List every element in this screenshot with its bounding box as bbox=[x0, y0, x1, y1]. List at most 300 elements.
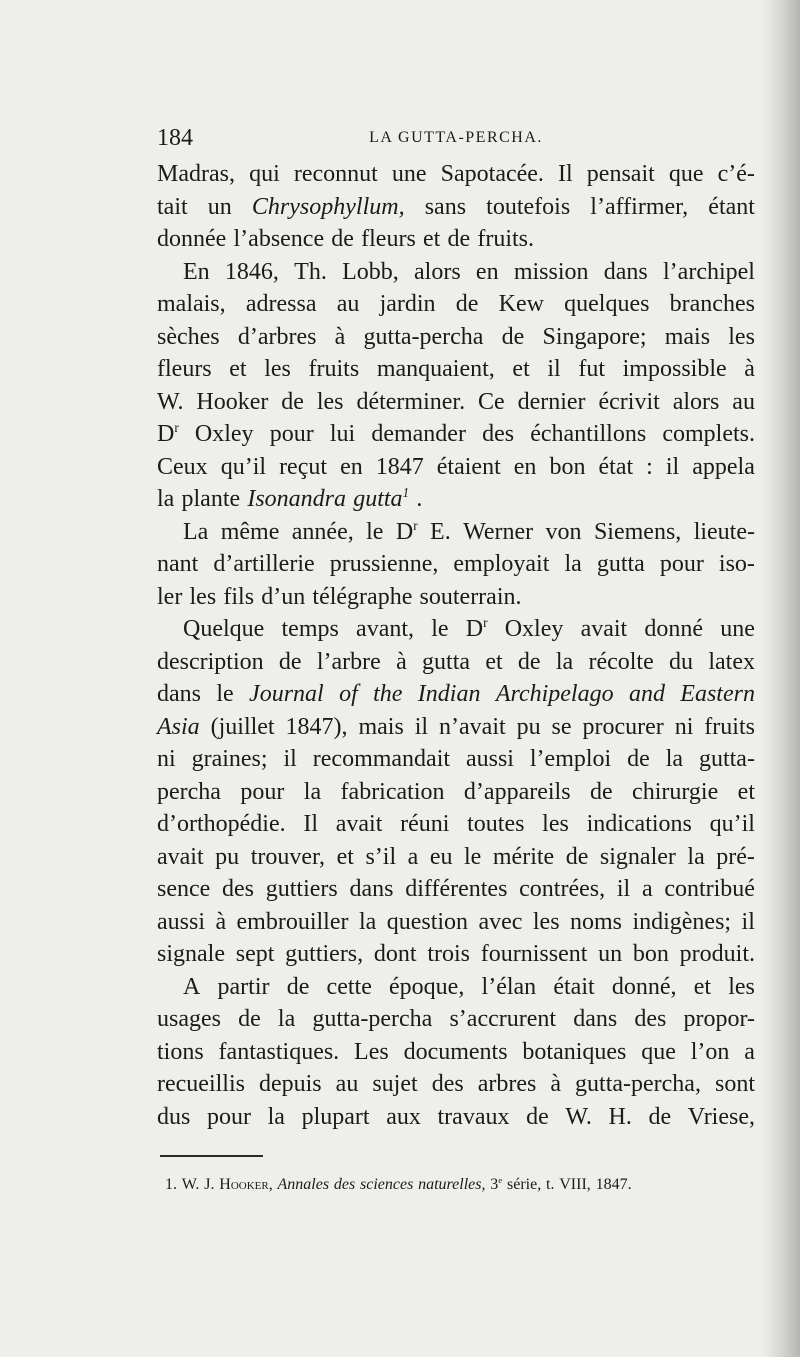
word bbox=[675, 711, 694, 744]
word bbox=[665, 321, 710, 354]
word-text: il bbox=[616, 876, 631, 902]
word-text: l’on bbox=[690, 1038, 730, 1065]
word bbox=[157, 191, 188, 224]
word bbox=[664, 873, 755, 906]
word-text: et bbox=[512, 356, 530, 382]
word-text: partir bbox=[217, 973, 270, 1000]
word-text: la bbox=[267, 1103, 285, 1130]
word bbox=[183, 971, 200, 1004]
footnote-word-text: 1. bbox=[165, 1176, 177, 1193]
word-text: d’arbres bbox=[237, 323, 317, 350]
word bbox=[432, 1068, 464, 1101]
word-text: les bbox=[542, 811, 569, 837]
text-line bbox=[157, 711, 755, 744]
word bbox=[157, 386, 183, 419]
word bbox=[590, 776, 613, 809]
word-text: l’affirmer, bbox=[590, 193, 689, 220]
word bbox=[719, 548, 755, 581]
word-text: une bbox=[720, 616, 755, 642]
word-text: Indian bbox=[417, 681, 481, 707]
word bbox=[553, 971, 594, 1004]
running-title: LA GUTTA-PERCHA. bbox=[369, 129, 543, 146]
word-text: signale bbox=[157, 941, 225, 967]
word bbox=[437, 451, 501, 484]
word-text: recueillis bbox=[157, 1071, 245, 1097]
word-text: a bbox=[744, 1038, 755, 1065]
word-text: et bbox=[336, 843, 354, 870]
word bbox=[512, 353, 529, 386]
word-text: D bbox=[465, 616, 484, 642]
word-text: la bbox=[564, 551, 582, 577]
word bbox=[588, 646, 653, 679]
page-number: 184 bbox=[157, 125, 193, 151]
word-text: en bbox=[340, 453, 363, 480]
word bbox=[552, 711, 572, 744]
word bbox=[466, 613, 488, 646]
word bbox=[372, 1068, 417, 1101]
word bbox=[196, 386, 268, 419]
text-line bbox=[157, 938, 755, 971]
word-text: souterrain. bbox=[419, 583, 522, 610]
word-text: pour bbox=[206, 1103, 251, 1130]
word bbox=[157, 1036, 204, 1069]
word bbox=[463, 516, 533, 549]
word-text: signaler bbox=[599, 843, 676, 870]
text-line bbox=[157, 1101, 755, 1134]
word bbox=[309, 353, 360, 386]
word-text: même bbox=[220, 518, 280, 545]
word-text: 1847 bbox=[375, 453, 424, 480]
word-text: indigènes; bbox=[632, 908, 732, 935]
word bbox=[221, 451, 266, 484]
word bbox=[744, 353, 755, 386]
word bbox=[157, 581, 182, 614]
word-text: pour bbox=[269, 421, 314, 447]
word bbox=[361, 223, 416, 256]
word-text: aussi bbox=[157, 908, 205, 935]
footnote-word-text: W. bbox=[181, 1176, 200, 1193]
word-text: les bbox=[189, 583, 217, 610]
word bbox=[518, 386, 586, 419]
word-text: pour bbox=[240, 778, 285, 805]
word bbox=[341, 776, 445, 809]
word-text: et bbox=[229, 356, 247, 382]
word-text: la bbox=[157, 486, 175, 512]
footnote-word-text: naturelles, bbox=[418, 1176, 486, 1193]
word-text: nant bbox=[157, 551, 199, 577]
word bbox=[564, 548, 581, 581]
word-text: Archipelago bbox=[495, 681, 614, 707]
word-text: lieute- bbox=[693, 518, 755, 545]
word-text: fournissent bbox=[480, 941, 588, 967]
word bbox=[336, 1068, 359, 1101]
word-text: l’absence bbox=[233, 226, 325, 252]
word bbox=[478, 906, 522, 939]
word-text: alors bbox=[414, 258, 461, 285]
word bbox=[644, 613, 703, 646]
word bbox=[157, 743, 176, 776]
word bbox=[157, 1101, 190, 1134]
text-line bbox=[157, 548, 755, 581]
word-text: et bbox=[485, 648, 503, 675]
text-line bbox=[157, 1036, 755, 1069]
word bbox=[716, 841, 755, 874]
word-text: quelques bbox=[564, 291, 650, 317]
word-text: n’avait bbox=[439, 713, 506, 740]
word bbox=[294, 256, 327, 289]
text-line bbox=[157, 808, 755, 841]
word bbox=[284, 743, 297, 776]
text-line bbox=[157, 646, 755, 679]
word-text: eu bbox=[429, 843, 453, 870]
footnote-word bbox=[559, 1174, 591, 1196]
word-text: aux bbox=[386, 1103, 421, 1130]
word-text: mais bbox=[358, 713, 404, 740]
word bbox=[396, 646, 407, 679]
superscript: r bbox=[483, 614, 488, 630]
text-line bbox=[157, 743, 755, 776]
word bbox=[183, 516, 208, 549]
word bbox=[358, 711, 403, 744]
word bbox=[356, 613, 414, 646]
word-text: contribué bbox=[664, 876, 755, 902]
word-text: fleurs bbox=[157, 356, 212, 382]
word-text: : bbox=[646, 453, 653, 480]
word bbox=[715, 1068, 755, 1101]
word-text: de bbox=[565, 843, 589, 870]
word-text: une bbox=[391, 161, 427, 187]
word-text: en bbox=[513, 453, 537, 480]
word bbox=[542, 808, 569, 841]
word bbox=[364, 321, 484, 354]
word-text: de bbox=[278, 648, 302, 675]
word bbox=[304, 776, 321, 809]
word-text: à bbox=[334, 323, 346, 350]
footnote-word bbox=[507, 1174, 541, 1196]
word bbox=[710, 808, 755, 841]
word bbox=[704, 711, 755, 744]
word-text: Sapotacée. bbox=[440, 161, 544, 187]
word-text: question bbox=[386, 908, 469, 935]
word bbox=[519, 873, 605, 906]
word-text: année, bbox=[291, 518, 354, 545]
word bbox=[547, 353, 560, 386]
word-text: la bbox=[687, 843, 705, 870]
word bbox=[342, 256, 399, 289]
word-text: réuni bbox=[400, 811, 450, 837]
word-text: and bbox=[628, 681, 665, 707]
word bbox=[240, 776, 284, 809]
word-text: guttiers bbox=[265, 876, 338, 902]
word bbox=[278, 1003, 295, 1036]
word bbox=[708, 191, 755, 224]
text-line bbox=[157, 841, 755, 874]
word-text: dans bbox=[157, 681, 201, 707]
word-text: graines; bbox=[191, 746, 268, 772]
word-text: En bbox=[183, 258, 210, 285]
word bbox=[270, 418, 314, 451]
word bbox=[718, 158, 755, 191]
word-text: trois bbox=[427, 941, 470, 967]
word-text: demander bbox=[371, 421, 466, 447]
word bbox=[157, 418, 179, 451]
word-text: D bbox=[157, 421, 175, 447]
word bbox=[564, 288, 649, 321]
word bbox=[485, 646, 502, 679]
word-text: travaux bbox=[437, 1103, 510, 1130]
word bbox=[694, 516, 755, 549]
word bbox=[680, 938, 755, 971]
word bbox=[439, 711, 506, 744]
word-text: plante bbox=[181, 486, 241, 512]
word bbox=[327, 971, 372, 1004]
word-text: avait bbox=[335, 811, 383, 837]
word bbox=[157, 1003, 221, 1036]
word bbox=[371, 418, 466, 451]
footnote-word bbox=[596, 1174, 632, 1196]
word bbox=[350, 873, 394, 906]
word bbox=[249, 678, 324, 711]
word bbox=[633, 938, 669, 971]
word bbox=[353, 483, 409, 516]
footnote-word bbox=[204, 1174, 214, 1196]
word-text: étant bbox=[708, 193, 755, 220]
word bbox=[518, 646, 541, 679]
word-text: fruits bbox=[308, 356, 360, 382]
word-text: des bbox=[431, 1071, 464, 1097]
word bbox=[337, 841, 354, 874]
body-text bbox=[157, 158, 755, 1133]
word-text: l’élan bbox=[481, 973, 537, 1000]
word-text: jardin bbox=[379, 291, 436, 317]
footnote-word-text: série, bbox=[507, 1176, 542, 1193]
word-text: Les bbox=[354, 1038, 389, 1065]
word-text: d’appareils bbox=[463, 778, 571, 805]
word bbox=[478, 1068, 537, 1101]
word-text: Oxley bbox=[194, 421, 254, 447]
footnote-word-text: sciences bbox=[359, 1176, 414, 1193]
word bbox=[416, 483, 422, 516]
word bbox=[157, 451, 208, 484]
text-line bbox=[157, 906, 755, 939]
word-text: qui bbox=[249, 161, 280, 187]
word-text: de bbox=[238, 1006, 261, 1032]
word bbox=[502, 321, 525, 354]
word-text: Siemens, bbox=[593, 518, 682, 545]
word-text: (juillet bbox=[210, 713, 275, 740]
word-text: gutta- bbox=[698, 746, 755, 772]
word bbox=[268, 1101, 285, 1134]
word-text: de bbox=[589, 778, 613, 805]
word bbox=[486, 191, 570, 224]
word bbox=[423, 223, 440, 256]
word-text: dans bbox=[349, 876, 394, 902]
word bbox=[546, 516, 582, 549]
word bbox=[373, 678, 402, 711]
word-text: usages bbox=[157, 1006, 221, 1032]
word-text: en bbox=[475, 258, 499, 285]
word bbox=[570, 906, 622, 939]
word bbox=[663, 256, 755, 289]
superscript: 1 bbox=[402, 484, 410, 500]
word-text: d’un bbox=[261, 583, 306, 610]
word bbox=[282, 613, 339, 646]
word bbox=[691, 1036, 730, 1069]
word-text: sence bbox=[157, 876, 211, 902]
word-text: à bbox=[396, 648, 407, 675]
word bbox=[354, 1036, 389, 1069]
word-text: Oxley bbox=[504, 616, 564, 642]
footnote-word bbox=[546, 1174, 554, 1196]
word-text: des bbox=[482, 421, 515, 447]
word-text: gutta-percha, bbox=[575, 1071, 701, 1097]
word-text: s’accrurent bbox=[449, 1006, 557, 1032]
word bbox=[157, 321, 220, 354]
word bbox=[666, 451, 679, 484]
word-text: les bbox=[316, 388, 344, 415]
word-text: Madras, bbox=[157, 161, 235, 187]
footnote-word bbox=[490, 1174, 502, 1196]
word bbox=[476, 256, 499, 289]
word-text: donné, bbox=[611, 973, 677, 1000]
word bbox=[514, 451, 537, 484]
word-text: télégraphe bbox=[312, 583, 413, 610]
word-text: et bbox=[422, 226, 441, 252]
word bbox=[236, 938, 275, 971]
word bbox=[313, 743, 450, 776]
word bbox=[530, 743, 611, 776]
word-text: procurer bbox=[582, 713, 664, 740]
footnote bbox=[165, 1174, 755, 1196]
word bbox=[252, 191, 405, 224]
word bbox=[604, 256, 648, 289]
footnote-word-text: t. bbox=[546, 1176, 555, 1193]
text-line bbox=[157, 191, 755, 224]
word bbox=[287, 971, 310, 1004]
word bbox=[377, 353, 495, 386]
word-text: gutta-percha bbox=[312, 1006, 433, 1032]
word bbox=[526, 1101, 549, 1134]
word bbox=[566, 841, 589, 874]
word bbox=[514, 256, 589, 289]
word bbox=[742, 906, 755, 939]
word-text: étaient bbox=[436, 453, 501, 480]
word-text: Vriese, bbox=[687, 1103, 755, 1130]
word bbox=[192, 743, 268, 776]
word bbox=[251, 841, 325, 874]
word-text: de bbox=[627, 746, 650, 772]
text-line bbox=[157, 516, 755, 549]
word-text: manquaient, bbox=[376, 356, 495, 382]
word bbox=[632, 906, 731, 939]
word-text: noms bbox=[569, 908, 622, 935]
word bbox=[441, 158, 544, 191]
word-text: avait bbox=[580, 616, 628, 642]
word bbox=[408, 841, 419, 874]
word-text: les bbox=[264, 356, 291, 382]
word bbox=[389, 971, 464, 1004]
word bbox=[157, 711, 200, 744]
page-text bbox=[157, 118, 755, 1133]
word bbox=[157, 873, 210, 906]
word-text: sujet bbox=[372, 1071, 418, 1097]
word-text: c’é- bbox=[717, 161, 755, 187]
word-text: qu’il bbox=[709, 811, 755, 837]
word-text: à bbox=[215, 908, 227, 935]
word-text: dernier bbox=[517, 388, 586, 415]
word bbox=[340, 451, 363, 484]
word bbox=[688, 1101, 755, 1134]
word-text: les bbox=[728, 323, 755, 350]
word bbox=[294, 158, 378, 191]
footnote-rule bbox=[160, 1155, 263, 1157]
word-text: état bbox=[598, 453, 634, 480]
word bbox=[238, 321, 317, 354]
word bbox=[356, 386, 465, 419]
word-text: de bbox=[286, 973, 310, 1000]
word-text: de bbox=[281, 388, 304, 415]
word-text: appela bbox=[692, 453, 755, 480]
word bbox=[573, 1003, 617, 1036]
word bbox=[673, 386, 720, 419]
footnote-word-text: Hooker, bbox=[219, 1176, 273, 1193]
word-text: du bbox=[669, 648, 694, 675]
word bbox=[418, 678, 481, 711]
word bbox=[687, 841, 704, 874]
word-text: reçut bbox=[279, 453, 328, 480]
word bbox=[438, 1101, 510, 1134]
word-text: A bbox=[183, 973, 201, 1000]
word bbox=[216, 678, 233, 711]
word-text: fabrication bbox=[340, 778, 445, 805]
word bbox=[157, 353, 212, 386]
word bbox=[482, 418, 514, 451]
word bbox=[587, 808, 692, 841]
text-line bbox=[157, 971, 755, 1004]
word bbox=[530, 418, 646, 451]
word-text: que bbox=[641, 1038, 676, 1065]
text-line bbox=[157, 386, 755, 419]
word bbox=[550, 1068, 561, 1101]
word bbox=[578, 353, 605, 386]
word bbox=[157, 678, 201, 711]
word bbox=[482, 971, 537, 1004]
word-text: bon bbox=[632, 941, 669, 967]
word-text: employait bbox=[453, 551, 550, 577]
word-text: Th. bbox=[294, 258, 327, 285]
word bbox=[466, 743, 514, 776]
word-text: H. bbox=[608, 1103, 632, 1130]
word-text: Kew bbox=[498, 291, 544, 317]
word bbox=[330, 548, 439, 581]
word-text: Chrysophyllum, bbox=[251, 193, 405, 220]
word bbox=[609, 1101, 632, 1134]
word-text: donnée bbox=[157, 226, 227, 252]
word-text: les bbox=[532, 908, 560, 935]
word bbox=[331, 223, 354, 256]
word-text: de bbox=[526, 1103, 549, 1130]
word-text: Asia bbox=[157, 713, 200, 740]
word-text: ler bbox=[157, 583, 183, 610]
word bbox=[683, 1003, 755, 1036]
word-text: sèches bbox=[157, 323, 220, 350]
word-text: déterminer. bbox=[356, 388, 466, 415]
word-text: récolte bbox=[588, 648, 654, 675]
word bbox=[157, 548, 198, 581]
page-header bbox=[157, 118, 755, 158]
footnote-word bbox=[334, 1174, 355, 1196]
word-text: fils bbox=[223, 583, 255, 610]
